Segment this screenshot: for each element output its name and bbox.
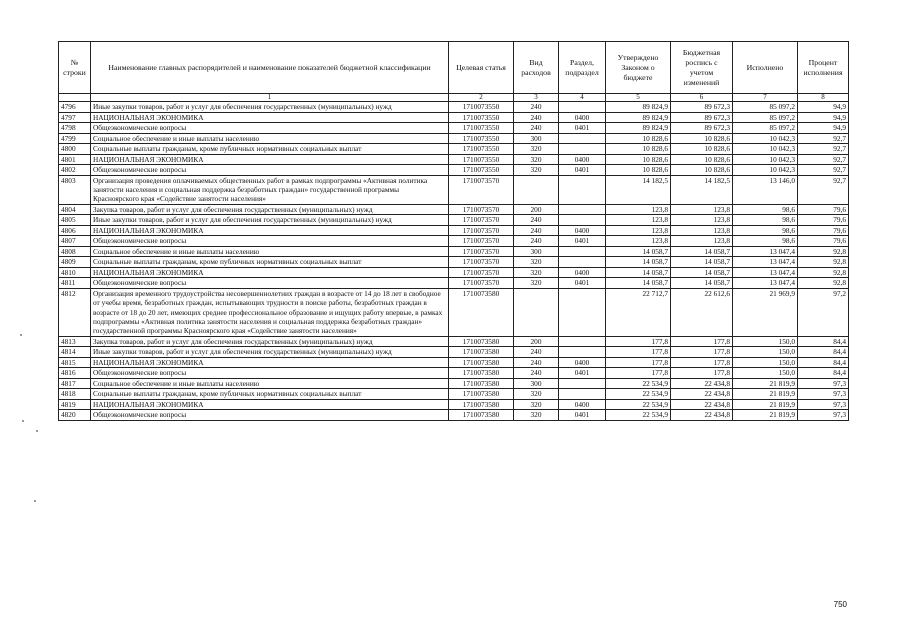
row-executed: 21 819,9 [733, 389, 798, 400]
row-planned: 22 434,8 [671, 378, 733, 389]
row-percent: 79,6 [798, 204, 849, 215]
row-article: 1710073550 [449, 112, 514, 123]
row-expense-type: 240 [514, 215, 559, 226]
row-section [559, 144, 606, 155]
row-number: 4810 [59, 267, 91, 278]
row-planned: 22 434,8 [671, 399, 733, 410]
column-number: 4 [559, 94, 606, 102]
row-approved: 89 824,9 [606, 112, 671, 123]
row-expense-type: 320 [514, 410, 559, 421]
row-expense-type: 320 [514, 165, 559, 176]
row-section [559, 257, 606, 268]
row-article: 1710073580 [449, 378, 514, 389]
row-number: 4804 [59, 204, 91, 215]
table-row [59, 246, 849, 257]
row-approved: 123,8 [606, 225, 671, 236]
row-expense-type: 240 [514, 236, 559, 247]
row-percent: 84,4 [798, 368, 849, 379]
row-approved: 177,8 [606, 368, 671, 379]
row-article: 1710073550 [449, 165, 514, 176]
row-expense-type: 240 [514, 123, 559, 134]
row-approved: 14 058,7 [606, 278, 671, 289]
row-approved: 14 182,5 [606, 175, 671, 204]
table-row [59, 378, 849, 389]
row-approved: 123,8 [606, 204, 671, 215]
row-approved: 89 824,9 [606, 102, 671, 113]
row-name: НАЦИОНАЛЬНАЯ ЭКОНОМИКА [91, 225, 449, 236]
row-planned: 22 434,8 [671, 410, 733, 421]
header-approved: Утверждено Законом о бюджете [606, 42, 671, 94]
row-percent: 92,7 [798, 154, 849, 165]
row-approved: 177,8 [606, 347, 671, 358]
row-article: 1710073570 [449, 278, 514, 289]
row-expense-type: 320 [514, 257, 559, 268]
row-number: 4809 [59, 257, 91, 268]
row-executed: 21 969,9 [733, 288, 798, 336]
row-executed: 150,0 [733, 368, 798, 379]
row-executed: 98,6 [733, 225, 798, 236]
column-number-blank [59, 94, 91, 102]
row-name: Общеэкономические вопросы [91, 278, 449, 289]
row-planned: 14 058,7 [671, 267, 733, 278]
page-number: 750 [833, 600, 847, 609]
row-planned: 177,8 [671, 357, 733, 368]
row-number: 4813 [59, 336, 91, 347]
row-executed: 150,0 [733, 347, 798, 358]
row-percent: 92,8 [798, 246, 849, 257]
row-article: 1710073580 [449, 336, 514, 347]
header-row-number: № строки [59, 42, 91, 94]
row-executed: 13 047,4 [733, 278, 798, 289]
row-percent: 92,7 [798, 165, 849, 176]
row-executed: 150,0 [733, 357, 798, 368]
table-row [59, 133, 849, 144]
row-number: 4816 [59, 368, 91, 379]
row-article: 1710073580 [449, 288, 514, 336]
row-article: 1710073550 [449, 123, 514, 134]
row-executed: 13 047,4 [733, 267, 798, 278]
header-executed: Исполнено [733, 42, 798, 94]
row-percent: 92,8 [798, 267, 849, 278]
row-number: 4812 [59, 288, 91, 336]
row-name: Организация проведения оплачиваемых общественных работ в рамках подпрограммы «Активная политика занятости населения и социальная поддержка безработных граждан» государственной программы Красноярского края «Содействие занятости населения» [91, 175, 449, 204]
scan-speck [22, 420, 24, 422]
row-section [559, 378, 606, 389]
row-article: 1710073570 [449, 246, 514, 257]
row-planned: 177,8 [671, 336, 733, 347]
row-article: 1710073550 [449, 144, 514, 155]
row-expense-type: 320 [514, 389, 559, 400]
row-section: 0401 [559, 165, 606, 176]
row-expense-type: 240 [514, 357, 559, 368]
row-planned: 10 828,6 [671, 165, 733, 176]
row-planned: 123,8 [671, 236, 733, 247]
row-expense-type: 240 [514, 368, 559, 379]
table-row [59, 225, 849, 236]
row-name: Общеэкономические вопросы [91, 165, 449, 176]
row-name: Общеэкономические вопросы [91, 123, 449, 134]
row-number: 4811 [59, 278, 91, 289]
row-approved: 22 534,9 [606, 410, 671, 421]
row-planned: 123,8 [671, 215, 733, 226]
row-percent: 94,9 [798, 112, 849, 123]
row-section: 0400 [559, 112, 606, 123]
row-number: 4796 [59, 102, 91, 113]
row-planned: 14 058,7 [671, 257, 733, 268]
row-section: 0400 [559, 357, 606, 368]
header-expense-type: Вид расходов [514, 42, 559, 94]
row-executed: 21 819,9 [733, 378, 798, 389]
row-number: 4799 [59, 133, 91, 144]
row-number: 4806 [59, 225, 91, 236]
row-executed: 10 042,3 [733, 133, 798, 144]
row-section: 0400 [559, 225, 606, 236]
row-planned: 89 672,3 [671, 112, 733, 123]
row-name: Закупка товаров, работ и услуг для обеспечения государственных (муниципальных) нужд [91, 204, 449, 215]
row-name: НАЦИОНАЛЬНАЯ ЭКОНОМИКА [91, 399, 449, 410]
row-name: Общеэкономические вопросы [91, 236, 449, 247]
row-section [559, 347, 606, 358]
row-section: 0401 [559, 236, 606, 247]
row-number: 4819 [59, 399, 91, 410]
row-section: 0401 [559, 410, 606, 421]
row-expense-type: 200 [514, 336, 559, 347]
row-percent: 92,7 [798, 144, 849, 155]
row-section: 0400 [559, 154, 606, 165]
row-article: 1710073570 [449, 204, 514, 215]
row-executed: 98,6 [733, 215, 798, 226]
table-row [59, 123, 849, 134]
row-planned: 10 828,6 [671, 133, 733, 144]
table-row [59, 288, 849, 336]
row-article: 1710073550 [449, 102, 514, 113]
row-article: 1710073570 [449, 236, 514, 247]
row-section [559, 389, 606, 400]
row-name: НАЦИОНАЛЬНАЯ ЭКОНОМИКА [91, 357, 449, 368]
row-section [559, 175, 606, 204]
row-number: 4801 [59, 154, 91, 165]
row-percent: 94,9 [798, 123, 849, 134]
row-expense-type: 320 [514, 267, 559, 278]
row-section [559, 246, 606, 257]
row-executed: 13 047,4 [733, 246, 798, 257]
row-executed: 10 042,3 [733, 154, 798, 165]
row-percent: 92,8 [798, 278, 849, 289]
row-number: 4818 [59, 389, 91, 400]
row-executed: 98,6 [733, 236, 798, 247]
row-section [559, 102, 606, 113]
row-number: 4815 [59, 357, 91, 368]
row-approved: 10 828,6 [606, 165, 671, 176]
row-number: 4798 [59, 123, 91, 134]
row-section [559, 336, 606, 347]
scan-speck [36, 430, 38, 432]
row-name: Социальное обеспечение и иные выплаты населению [91, 378, 449, 389]
row-percent: 97,3 [798, 389, 849, 400]
row-planned: 177,8 [671, 368, 733, 379]
row-approved: 177,8 [606, 357, 671, 368]
row-article: 1710073570 [449, 175, 514, 204]
row-approved: 123,8 [606, 215, 671, 226]
row-planned: 22 434,8 [671, 389, 733, 400]
row-approved: 10 828,6 [606, 133, 671, 144]
row-section [559, 204, 606, 215]
row-name: НАЦИОНАЛЬНАЯ ЭКОНОМИКА [91, 267, 449, 278]
row-expense-type: 320 [514, 399, 559, 410]
table-row [59, 368, 849, 379]
row-percent: 94,9 [798, 102, 849, 113]
row-percent: 92,7 [798, 175, 849, 204]
table-row [59, 236, 849, 247]
budget-report-table [58, 41, 849, 421]
table-row [59, 165, 849, 176]
row-planned: 89 672,3 [671, 102, 733, 113]
row-percent: 97,3 [798, 378, 849, 389]
row-name: Общеэкономические вопросы [91, 410, 449, 421]
header-name: Наименование главных распорядителей и наименование показателей бюджетной классификации [91, 42, 449, 94]
row-planned: 10 828,6 [671, 154, 733, 165]
column-number: 6 [671, 94, 733, 102]
row-name: Социальные выплаты гражданам, кроме публичных нормативных социальных выплат [91, 389, 449, 400]
row-section: 0401 [559, 368, 606, 379]
row-article: 1710073580 [449, 399, 514, 410]
row-percent: 92,8 [798, 257, 849, 268]
row-name: Закупка товаров, работ и услуг для обеспечения государственных (муниципальных) нужд [91, 336, 449, 347]
row-expense-type: 300 [514, 133, 559, 144]
row-section [559, 288, 606, 336]
table-row [59, 399, 849, 410]
row-approved: 22 534,9 [606, 399, 671, 410]
row-number: 4805 [59, 215, 91, 226]
table-row [59, 144, 849, 155]
column-number: 2 [449, 94, 514, 102]
row-percent: 97,3 [798, 399, 849, 410]
row-section [559, 133, 606, 144]
row-expense-type: 320 [514, 278, 559, 289]
row-expense-type: 240 [514, 112, 559, 123]
row-planned: 123,8 [671, 204, 733, 215]
table-row [59, 102, 849, 113]
scan-speck [20, 334, 22, 336]
row-percent: 79,6 [798, 236, 849, 247]
header-row [59, 42, 849, 94]
row-percent: 84,4 [798, 357, 849, 368]
row-name: Иные закупки товаров, работ и услуг для обеспечения государственных (муниципальных) нужд [91, 102, 449, 113]
row-name: Иные закупки товаров, работ и услуг для обеспечения государственных (муниципальных) нужд [91, 347, 449, 358]
row-section: 0400 [559, 399, 606, 410]
row-article: 1710073550 [449, 133, 514, 144]
row-approved: 177,8 [606, 336, 671, 347]
row-planned: 22 612,6 [671, 288, 733, 336]
row-number: 4803 [59, 175, 91, 204]
row-percent: 79,6 [798, 225, 849, 236]
row-percent: 97,2 [798, 288, 849, 336]
row-section: 0400 [559, 267, 606, 278]
column-number: 8 [798, 94, 849, 102]
row-planned: 89 672,3 [671, 123, 733, 134]
row-planned: 123,8 [671, 225, 733, 236]
column-number-row [59, 94, 849, 102]
row-executed: 150,0 [733, 336, 798, 347]
row-approved: 14 058,7 [606, 246, 671, 257]
row-percent: 92,7 [798, 133, 849, 144]
row-number: 4797 [59, 112, 91, 123]
row-approved: 89 824,9 [606, 123, 671, 134]
row-approved: 22 712,7 [606, 288, 671, 336]
row-executed: 21 819,9 [733, 399, 798, 410]
row-executed: 98,6 [733, 204, 798, 215]
row-approved: 123,8 [606, 236, 671, 247]
row-article: 1710073580 [449, 347, 514, 358]
row-number: 4802 [59, 165, 91, 176]
row-expense-type: 320 [514, 144, 559, 155]
row-name: Социальное обеспечение и иные выплаты населению [91, 246, 449, 257]
row-name: НАЦИОНАЛЬНАЯ ЭКОНОМИКА [91, 112, 449, 123]
row-article: 1710073580 [449, 368, 514, 379]
header-article: Целевая статья [449, 42, 514, 94]
row-executed: 10 042,3 [733, 165, 798, 176]
row-article: 1710073580 [449, 389, 514, 400]
row-expense-type [514, 175, 559, 204]
row-percent: 79,6 [798, 215, 849, 226]
row-number: 4820 [59, 410, 91, 421]
row-article: 1710073580 [449, 357, 514, 368]
row-planned: 14 058,7 [671, 246, 733, 257]
row-percent: 84,4 [798, 336, 849, 347]
row-executed: 13 146,0 [733, 175, 798, 204]
row-expense-type: 240 [514, 102, 559, 113]
table-row [59, 175, 849, 204]
table-row [59, 215, 849, 226]
row-expense-type [514, 288, 559, 336]
row-approved: 22 534,9 [606, 389, 671, 400]
row-article: 1710073570 [449, 215, 514, 226]
row-name: НАЦИОНАЛЬНАЯ ЭКОНОМИКА [91, 154, 449, 165]
row-approved: 10 828,6 [606, 144, 671, 155]
row-planned: 14 058,7 [671, 278, 733, 289]
row-executed: 85 097,2 [733, 112, 798, 123]
row-article: 1710073570 [449, 267, 514, 278]
row-article: 1710073580 [449, 410, 514, 421]
row-name: Организация временного трудоустройства несовершеннолетних граждан в возрасте от 14 до 18 лет в свободное от учебы время, безработных граждан, испытывающих трудности в поиске работы, безработных граждан в возрасте от 18 до 20 лет, имеющих среднее профессиональное образование и ищущих работу впервые, в рамках подпрограммы «Активная политика занятости населения и социальная поддержка безработных граждан» государственной программы Красноярского края «Содействие занятости населения» [91, 288, 449, 336]
row-executed: 21 819,9 [733, 410, 798, 421]
row-name: Социальные выплаты гражданам, кроме публичных нормативных социальных выплат [91, 257, 449, 268]
row-expense-type: 200 [514, 204, 559, 215]
column-number: 1 [91, 94, 449, 102]
row-article: 1710073550 [449, 154, 514, 165]
row-section [559, 215, 606, 226]
row-executed: 10 042,3 [733, 144, 798, 155]
table-row [59, 410, 849, 421]
column-number: 5 [606, 94, 671, 102]
row-expense-type: 240 [514, 347, 559, 358]
row-planned: 10 828,6 [671, 144, 733, 155]
row-section: 0401 [559, 278, 606, 289]
table-row [59, 336, 849, 347]
row-expense-type: 300 [514, 246, 559, 257]
row-name: Социальное обеспечение и иные выплаты населению [91, 133, 449, 144]
row-name: Иные закупки товаров, работ и услуг для обеспечения государственных (муниципальных) нужд [91, 215, 449, 226]
row-article: 1710073570 [449, 225, 514, 236]
row-expense-type: 300 [514, 378, 559, 389]
table-row [59, 347, 849, 358]
row-approved: 14 058,7 [606, 257, 671, 268]
row-number: 4817 [59, 378, 91, 389]
row-approved: 22 534,9 [606, 378, 671, 389]
header-percent: Процент исполнения [798, 42, 849, 94]
row-number: 4800 [59, 144, 91, 155]
header-planned: Бюджетная роспись с учетом изменений [671, 42, 733, 94]
row-percent: 97,3 [798, 410, 849, 421]
column-number: 3 [514, 94, 559, 102]
row-percent: 84,4 [798, 347, 849, 358]
row-name: Общеэкономические вопросы [91, 368, 449, 379]
row-executed: 85 097,2 [733, 102, 798, 113]
row-expense-type: 320 [514, 154, 559, 165]
row-section: 0401 [559, 123, 606, 134]
row-executed: 13 047,4 [733, 257, 798, 268]
row-executed: 85 097,2 [733, 123, 798, 134]
table-row [59, 357, 849, 368]
table-row [59, 154, 849, 165]
scan-speck [34, 500, 36, 502]
row-approved: 14 058,7 [606, 267, 671, 278]
table-row [59, 204, 849, 215]
row-planned: 177,8 [671, 347, 733, 358]
row-number: 4807 [59, 236, 91, 247]
row-article: 1710073570 [449, 257, 514, 268]
row-number: 4814 [59, 347, 91, 358]
row-name: Социальные выплаты гражданам, кроме публичных нормативных социальных выплат [91, 144, 449, 155]
row-approved: 10 828,6 [606, 154, 671, 165]
header-section: Раздел, подраздел [559, 42, 606, 94]
row-planned: 14 182,5 [671, 175, 733, 204]
table-row [59, 257, 849, 268]
row-number: 4808 [59, 246, 91, 257]
table-row [59, 267, 849, 278]
table-row [59, 278, 849, 289]
table-row [59, 389, 849, 400]
table-row [59, 112, 849, 123]
column-number: 7 [733, 94, 798, 102]
row-expense-type: 240 [514, 225, 559, 236]
